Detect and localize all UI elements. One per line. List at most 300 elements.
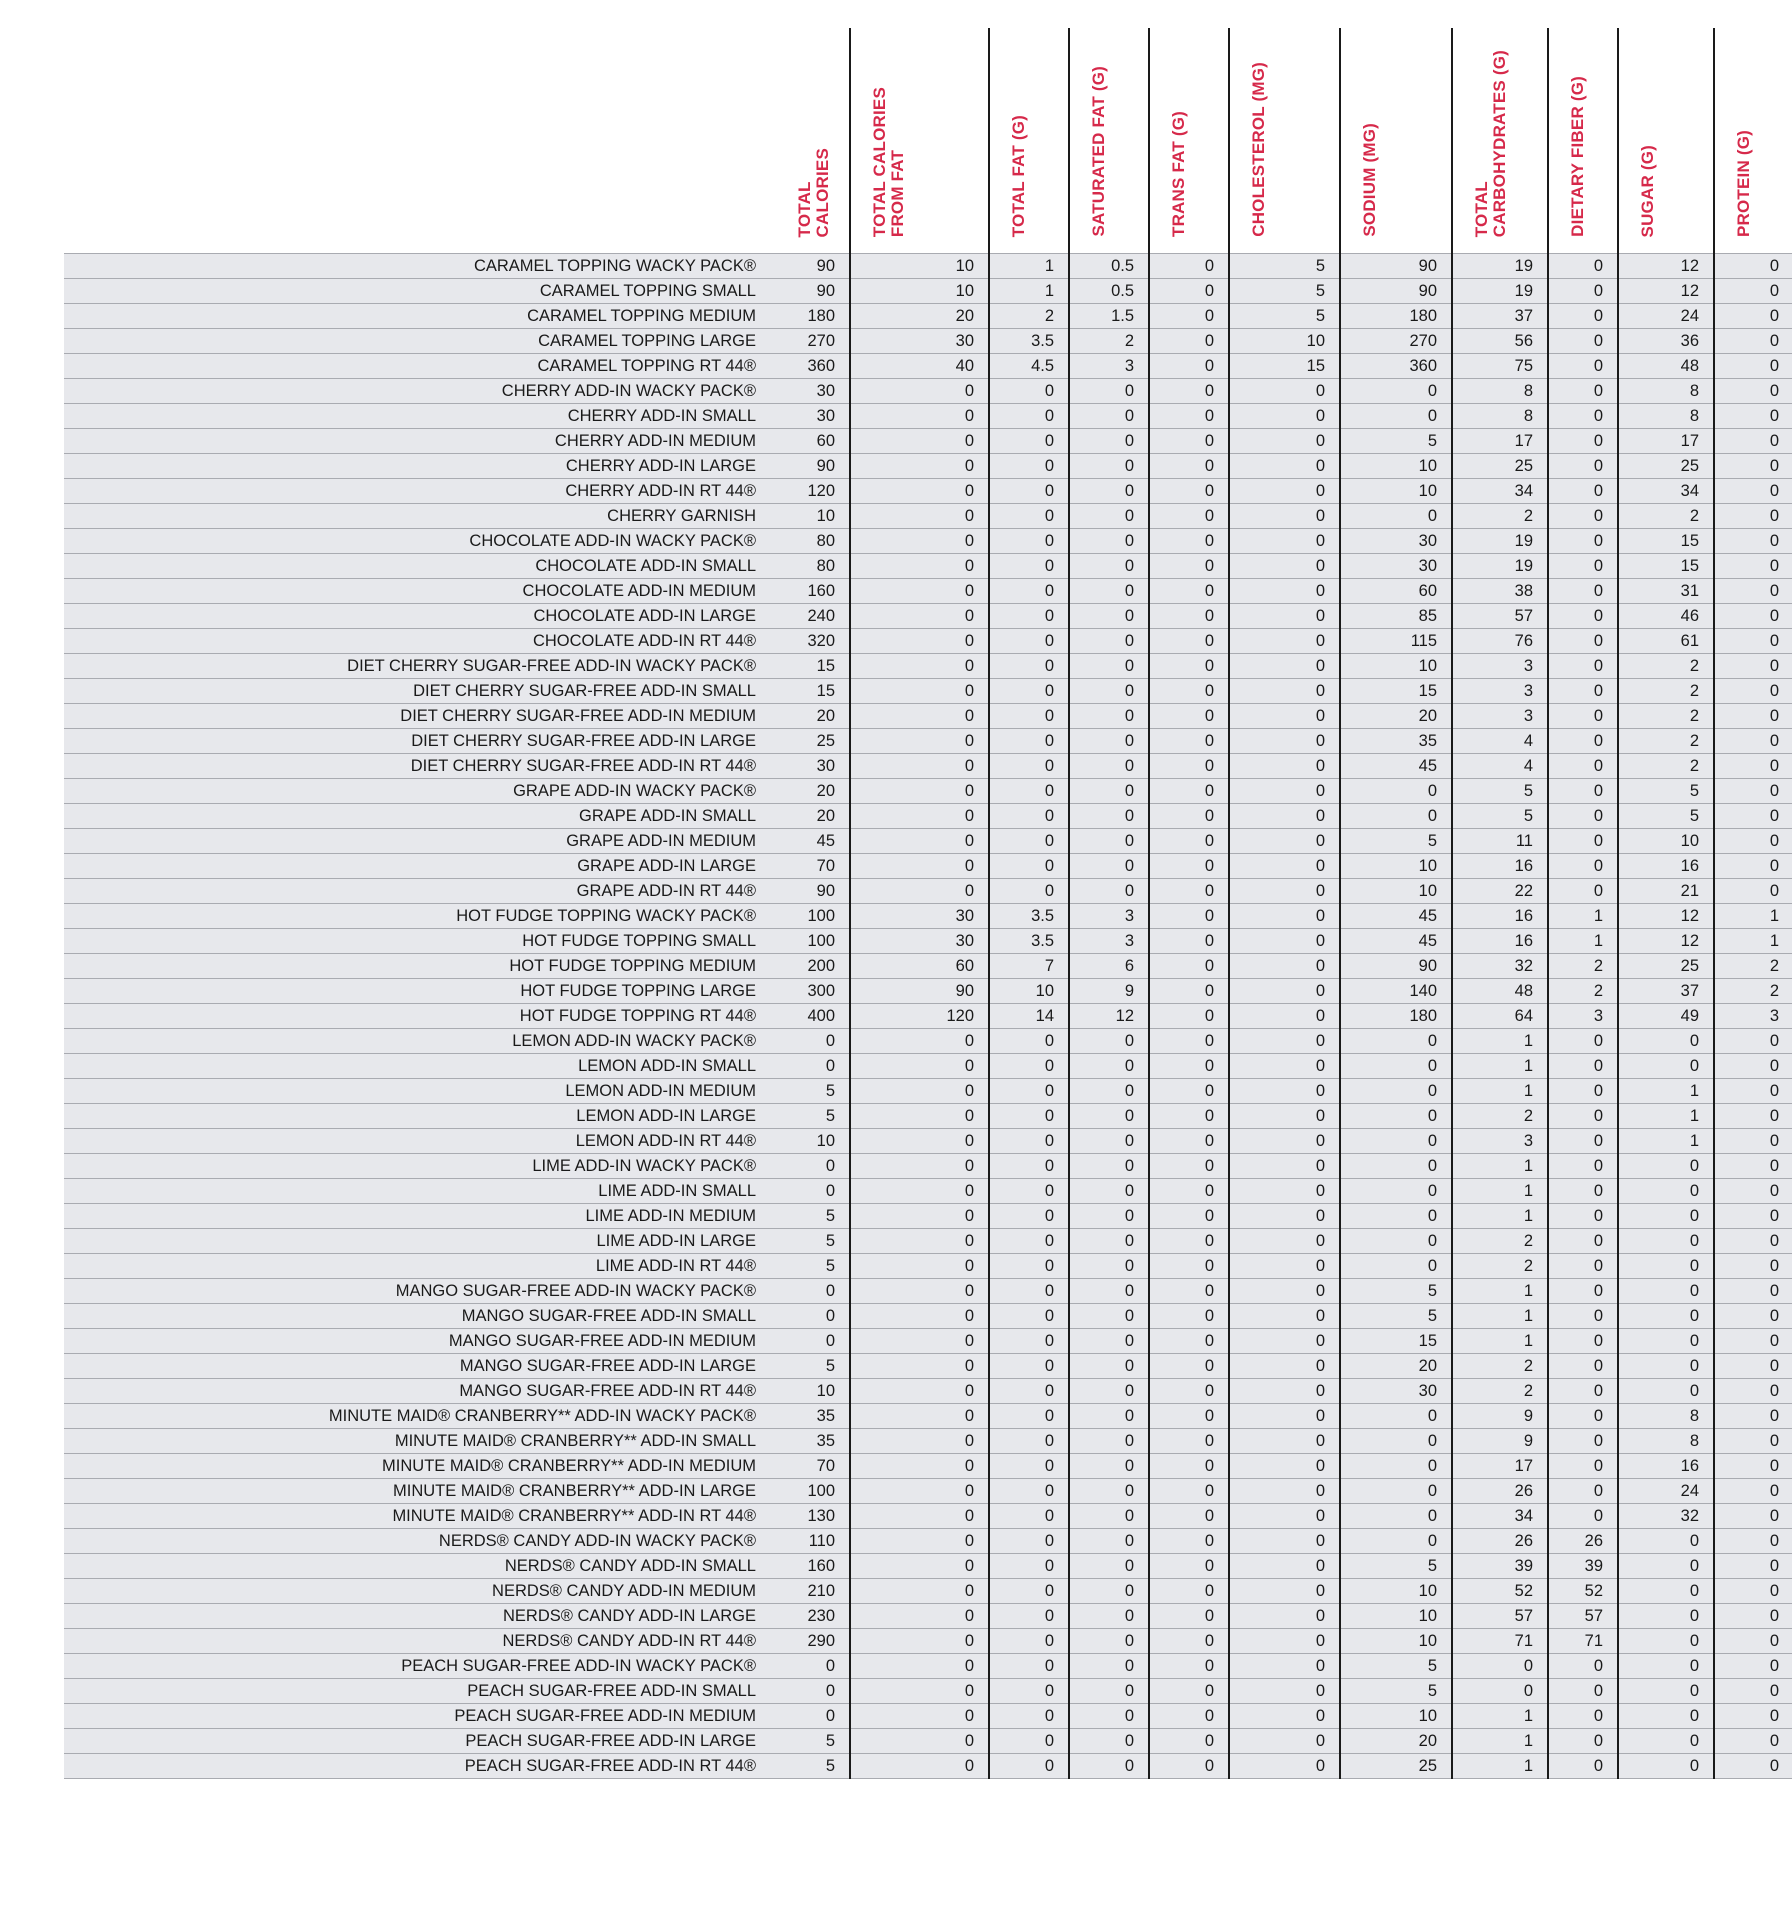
value-cell: 1: [1452, 1329, 1548, 1354]
value-cell: 1: [1452, 1079, 1548, 1104]
value-cell: 34: [1452, 1504, 1548, 1529]
value-cell: 3: [1069, 929, 1149, 954]
item-name-cell: MANGO SUGAR-FREE ADD-IN WACKY PACK®: [64, 1279, 784, 1304]
value-cell: 0: [1229, 1704, 1340, 1729]
value-cell: 0: [1229, 1104, 1340, 1129]
value-cell: 0: [1618, 1754, 1714, 1779]
value-cell: 0: [850, 754, 989, 779]
table-row: [64, 954, 1792, 979]
value-cell: 0: [1340, 1129, 1452, 1154]
value-cell: 0: [1714, 279, 1792, 304]
value-cell: 0: [1149, 1279, 1229, 1304]
value-cell: 0: [1149, 704, 1229, 729]
item-name-cell: MANGO SUGAR-FREE ADD-IN RT 44®: [64, 1379, 784, 1404]
item-name-cell: CARAMEL TOPPING RT 44®: [64, 354, 784, 379]
value-cell: 5: [784, 1229, 850, 1254]
value-cell: 0: [1548, 1679, 1618, 1704]
value-cell: 0: [850, 879, 989, 904]
value-cell: 0: [989, 429, 1069, 454]
value-cell: 10: [1618, 829, 1714, 854]
value-cell: 0: [850, 1079, 989, 1104]
value-cell: 26: [1548, 1529, 1618, 1554]
value-cell: 0: [1618, 1729, 1714, 1754]
value-cell: 0: [1149, 1354, 1229, 1379]
value-cell: 0: [1069, 1354, 1149, 1379]
value-cell: 0: [1548, 854, 1618, 879]
value-cell: 0: [1229, 1029, 1340, 1054]
value-cell: 8: [1618, 1429, 1714, 1454]
value-cell: 0: [1149, 554, 1229, 579]
value-cell: 0: [1069, 479, 1149, 504]
value-cell: 0: [1069, 1754, 1149, 1779]
value-cell: 1: [1452, 1754, 1548, 1779]
value-cell: 0: [1149, 954, 1229, 979]
value-cell: 0: [1149, 329, 1229, 354]
value-cell: 0: [989, 1704, 1069, 1729]
value-cell: 5: [784, 1204, 850, 1229]
value-cell: 0: [1229, 779, 1340, 804]
value-cell: 1: [1452, 1204, 1548, 1229]
table-row: [64, 1679, 1792, 1704]
value-cell: 0: [1229, 1254, 1340, 1279]
value-cell: 0: [1069, 1529, 1149, 1554]
value-cell: 0: [1229, 1654, 1340, 1679]
value-cell: 32: [1618, 1504, 1714, 1529]
value-cell: 0: [989, 1679, 1069, 1704]
value-cell: 12: [1618, 904, 1714, 929]
value-cell: 90: [1340, 254, 1452, 279]
value-cell: 0: [1714, 1404, 1792, 1429]
value-cell: 0: [850, 379, 989, 404]
value-cell: 0: [1714, 704, 1792, 729]
value-cell: 0: [850, 1229, 989, 1254]
value-cell: 0: [1069, 1504, 1149, 1529]
value-cell: 0: [850, 554, 989, 579]
value-cell: 10: [850, 279, 989, 304]
value-cell: 0: [989, 1079, 1069, 1104]
value-cell: 0: [989, 1354, 1069, 1379]
value-cell: 10: [784, 1129, 850, 1154]
value-cell: 0: [989, 1279, 1069, 1304]
value-cell: 0: [1149, 1179, 1229, 1204]
value-cell: 0: [1548, 704, 1618, 729]
value-cell: 0: [850, 1154, 989, 1179]
value-cell: 0: [850, 654, 989, 679]
value-cell: 4.5: [989, 354, 1069, 379]
value-cell: 0: [1229, 1354, 1340, 1379]
value-cell: 0: [1229, 1679, 1340, 1704]
value-cell: 5: [784, 1754, 850, 1779]
value-cell: 0: [1714, 1754, 1792, 1779]
item-name-cell: LEMON ADD-IN WACKY PACK®: [64, 1029, 784, 1054]
value-cell: 0: [1714, 604, 1792, 629]
value-cell: 3: [1452, 654, 1548, 679]
value-cell: 0: [850, 629, 989, 654]
value-cell: 0: [1340, 1154, 1452, 1179]
value-cell: 0: [1714, 1604, 1792, 1629]
value-cell: 0: [850, 1379, 989, 1404]
value-cell: 3.5: [989, 329, 1069, 354]
item-name-cell: LEMON ADD-IN MEDIUM: [64, 1079, 784, 1104]
value-cell: 20: [784, 779, 850, 804]
value-cell: 5: [1229, 254, 1340, 279]
value-cell: 16: [1452, 929, 1548, 954]
item-name-cell: GRAPE ADD-IN RT 44®: [64, 879, 784, 904]
value-cell: 0: [1149, 304, 1229, 329]
value-cell: 0: [1340, 379, 1452, 404]
value-cell: 0: [1229, 629, 1340, 654]
value-cell: 40: [850, 354, 989, 379]
value-cell: 2: [1452, 1104, 1548, 1129]
value-cell: 0: [1618, 1379, 1714, 1404]
value-cell: 2: [1618, 504, 1714, 529]
value-cell: 400: [784, 1004, 850, 1029]
value-cell: 0: [989, 1179, 1069, 1204]
value-cell: 0: [850, 829, 989, 854]
value-cell: 0: [989, 754, 1069, 779]
value-cell: 100: [784, 929, 850, 954]
value-cell: 270: [784, 329, 850, 354]
value-cell: 1.5: [1069, 304, 1149, 329]
value-cell: 49: [1618, 1004, 1714, 1029]
item-name-cell: CHOCOLATE ADD-IN MEDIUM: [64, 579, 784, 604]
value-cell: 2: [1452, 1379, 1548, 1404]
value-cell: 0: [1149, 1454, 1229, 1479]
value-cell: 0: [850, 429, 989, 454]
value-cell: 0: [1618, 1654, 1714, 1679]
value-cell: 0: [1618, 1554, 1714, 1579]
value-cell: 16: [1618, 854, 1714, 879]
value-cell: 180: [1340, 304, 1452, 329]
value-cell: 0: [1548, 1504, 1618, 1529]
value-cell: 10: [1340, 1604, 1452, 1629]
value-cell: 0: [1229, 704, 1340, 729]
item-name-cell: PEACH SUGAR-FREE ADD-IN MEDIUM: [64, 1704, 784, 1729]
value-cell: 0: [1714, 1679, 1792, 1704]
value-cell: 0: [1618, 1679, 1714, 1704]
value-cell: 3.5: [989, 904, 1069, 929]
value-cell: 0: [850, 1504, 989, 1529]
value-cell: 30: [1340, 529, 1452, 554]
table-row: [64, 979, 1792, 1004]
value-cell: 0: [1548, 354, 1618, 379]
value-cell: 1: [989, 254, 1069, 279]
value-cell: 5: [1229, 304, 1340, 329]
value-cell: 1: [1618, 1079, 1714, 1104]
value-cell: 12: [1069, 1004, 1149, 1029]
value-cell: 0: [1548, 754, 1618, 779]
value-cell: 0: [1618, 1354, 1714, 1379]
value-cell: 0: [1149, 1754, 1229, 1779]
value-cell: 15: [784, 679, 850, 704]
table-row: [64, 1529, 1792, 1554]
value-cell: 0: [1714, 1279, 1792, 1304]
value-cell: 0: [989, 379, 1069, 404]
value-cell: 0: [1229, 479, 1340, 504]
value-cell: 0: [1548, 1754, 1618, 1779]
value-cell: 0: [1452, 1679, 1548, 1704]
value-cell: 0: [1149, 1729, 1229, 1754]
value-cell: 2: [1452, 1354, 1548, 1379]
value-cell: 0: [1149, 1629, 1229, 1654]
value-cell: 0: [1229, 829, 1340, 854]
value-cell: 0: [850, 1254, 989, 1279]
value-cell: 0: [1714, 1504, 1792, 1529]
value-cell: 0: [1548, 829, 1618, 854]
value-cell: 5: [1340, 1304, 1452, 1329]
table-row: [64, 1454, 1792, 1479]
column-header-label: TOTAL CARBOHYDRATES (G): [1472, 49, 1509, 237]
value-cell: 0: [1149, 1604, 1229, 1629]
value-cell: 0: [1229, 1754, 1340, 1779]
value-cell: 0: [1069, 1179, 1149, 1204]
item-name-cell: MANGO SUGAR-FREE ADD-IN MEDIUM: [64, 1329, 784, 1354]
item-name-cell: MINUTE MAID® CRANBERRY** ADD-IN WACKY PACK®: [64, 1404, 784, 1429]
value-cell: 24: [1618, 1479, 1714, 1504]
value-cell: 5: [1618, 804, 1714, 829]
table-row: [64, 854, 1792, 879]
column-header: [1149, 28, 1229, 254]
value-cell: 0: [1714, 1729, 1792, 1754]
value-cell: 0: [1149, 1304, 1229, 1329]
table-row: [64, 1254, 1792, 1279]
value-cell: 0: [784, 1704, 850, 1729]
value-cell: 0: [850, 529, 989, 554]
value-cell: 0: [1229, 1204, 1340, 1229]
value-cell: 8: [1618, 379, 1714, 404]
value-cell: 25: [784, 729, 850, 754]
value-cell: 0: [1452, 1654, 1548, 1679]
value-cell: 45: [1340, 754, 1452, 779]
value-cell: 0: [1340, 504, 1452, 529]
table-row: [64, 729, 1792, 754]
column-header: [1452, 28, 1548, 254]
item-name-cell: CHERRY ADD-IN MEDIUM: [64, 429, 784, 454]
value-cell: 0: [850, 1329, 989, 1354]
value-cell: 0: [1069, 779, 1149, 804]
value-cell: 26: [1452, 1479, 1548, 1504]
value-cell: 0: [1548, 604, 1618, 629]
table-row: [64, 404, 1792, 429]
value-cell: 0: [1229, 529, 1340, 554]
value-cell: 0: [1229, 429, 1340, 454]
value-cell: 0: [1149, 579, 1229, 604]
value-cell: 5: [1618, 779, 1714, 804]
value-cell: 0: [1618, 1629, 1714, 1654]
value-cell: 0: [850, 604, 989, 629]
item-name-cell: LEMON ADD-IN LARGE: [64, 1104, 784, 1129]
value-cell: 0: [1714, 1554, 1792, 1579]
value-cell: 31: [1618, 579, 1714, 604]
value-cell: 160: [784, 579, 850, 604]
value-cell: 0: [1340, 404, 1452, 429]
value-cell: 0: [1714, 654, 1792, 679]
value-cell: 0: [1618, 1204, 1714, 1229]
item-name-cell: CHERRY ADD-IN WACKY PACK®: [64, 379, 784, 404]
value-cell: 90: [784, 279, 850, 304]
value-cell: 0: [850, 1604, 989, 1629]
value-cell: 0: [1149, 779, 1229, 804]
value-cell: 0: [1714, 479, 1792, 504]
value-cell: 1: [1452, 1304, 1548, 1329]
column-header: [850, 28, 989, 254]
item-name-cell: CHERRY ADD-IN RT 44®: [64, 479, 784, 504]
value-cell: 0: [1548, 1479, 1618, 1504]
value-cell: 0: [1548, 379, 1618, 404]
value-cell: 300: [784, 979, 850, 1004]
item-name-cell: CHOCOLATE ADD-IN SMALL: [64, 554, 784, 579]
table-row: [64, 629, 1792, 654]
value-cell: 10: [784, 504, 850, 529]
value-cell: 85: [1340, 604, 1452, 629]
value-cell: 0: [1149, 1079, 1229, 1104]
item-name-cell: CHOCOLATE ADD-IN LARGE: [64, 604, 784, 629]
value-cell: 0: [1149, 1129, 1229, 1154]
value-cell: 0: [1149, 1054, 1229, 1079]
value-cell: 80: [784, 554, 850, 579]
value-cell: 0: [1618, 1279, 1714, 1304]
value-cell: 0: [1149, 654, 1229, 679]
value-cell: 5: [1452, 804, 1548, 829]
value-cell: 0: [1618, 1179, 1714, 1204]
value-cell: 0: [1548, 254, 1618, 279]
value-cell: 0: [1548, 729, 1618, 754]
value-cell: 230: [784, 1604, 850, 1629]
value-cell: 0: [1548, 654, 1618, 679]
value-cell: 0: [1229, 1154, 1340, 1179]
value-cell: 0: [1714, 1254, 1792, 1279]
value-cell: 2: [1548, 979, 1618, 1004]
value-cell: 0: [1149, 504, 1229, 529]
value-cell: 0: [1714, 579, 1792, 604]
value-cell: 0: [1340, 1229, 1452, 1254]
value-cell: 270: [1340, 329, 1452, 354]
value-cell: 1: [989, 279, 1069, 304]
table-row: [64, 679, 1792, 704]
value-cell: 0: [1149, 1154, 1229, 1179]
value-cell: 0: [1149, 754, 1229, 779]
value-cell: 0: [850, 1554, 989, 1579]
item-name-cell: CHERRY ADD-IN SMALL: [64, 404, 784, 429]
table-row: [64, 1604, 1792, 1629]
value-cell: 0: [1069, 679, 1149, 704]
value-cell: 0: [989, 879, 1069, 904]
table-row: [64, 1429, 1792, 1454]
value-cell: 100: [784, 1479, 850, 1504]
item-name-cell: NERDS® CANDY ADD-IN LARGE: [64, 1604, 784, 1629]
value-cell: 0: [850, 1204, 989, 1229]
value-cell: 0: [989, 1129, 1069, 1154]
value-cell: 2: [1618, 754, 1714, 779]
value-cell: 0: [1714, 1354, 1792, 1379]
value-cell: 0: [784, 1329, 850, 1354]
value-cell: 5: [1340, 1679, 1452, 1704]
value-cell: 0: [1548, 1179, 1618, 1204]
column-header: [1229, 28, 1340, 254]
value-cell: 0: [1340, 804, 1452, 829]
item-name-cell: PEACH SUGAR-FREE ADD-IN RT 44®: [64, 1754, 784, 1779]
item-name-cell: DIET CHERRY SUGAR-FREE ADD-IN SMALL: [64, 679, 784, 704]
value-cell: 0: [1340, 1079, 1452, 1104]
value-cell: 0: [850, 1529, 989, 1554]
value-cell: 0: [1149, 254, 1229, 279]
value-cell: 5: [784, 1354, 850, 1379]
value-cell: 0: [1149, 1579, 1229, 1604]
value-cell: 7: [989, 954, 1069, 979]
value-cell: 0: [1069, 1604, 1149, 1629]
value-cell: 80: [784, 529, 850, 554]
value-cell: 0: [784, 1679, 850, 1704]
value-cell: 0: [1069, 1404, 1149, 1429]
value-cell: 48: [1452, 979, 1548, 1004]
value-cell: 0: [1069, 1379, 1149, 1404]
value-cell: 0: [1714, 304, 1792, 329]
value-cell: 0: [1548, 1354, 1618, 1379]
value-cell: 0: [989, 1604, 1069, 1629]
value-cell: 100: [784, 904, 850, 929]
column-header-label: SUGAR (G): [1638, 144, 1657, 237]
value-cell: 5: [1340, 429, 1452, 454]
value-cell: 5: [784, 1254, 850, 1279]
value-cell: 0: [1069, 1679, 1149, 1704]
value-cell: 1: [1452, 1054, 1548, 1079]
value-cell: 20: [784, 704, 850, 729]
value-cell: 0: [1229, 1054, 1340, 1079]
table-row: [64, 1479, 1792, 1504]
value-cell: 0: [1069, 1454, 1149, 1479]
column-header: [784, 28, 850, 254]
value-cell: 0: [989, 1729, 1069, 1754]
value-cell: 0: [1714, 379, 1792, 404]
value-cell: 0: [1229, 1379, 1340, 1404]
value-cell: 0: [989, 804, 1069, 829]
item-name-cell: CHERRY GARNISH: [64, 504, 784, 529]
value-cell: 0: [1714, 329, 1792, 354]
column-header-label: SATURATED FAT (G): [1089, 66, 1108, 237]
value-cell: 0: [1069, 729, 1149, 754]
value-cell: 0: [1714, 754, 1792, 779]
value-cell: 64: [1452, 1004, 1548, 1029]
value-cell: 0: [1714, 779, 1792, 804]
value-cell: 0: [989, 1454, 1069, 1479]
value-cell: 0: [1229, 1329, 1340, 1354]
value-cell: 0: [1149, 1504, 1229, 1529]
value-cell: 0: [1618, 1704, 1714, 1729]
value-cell: 2: [1452, 504, 1548, 529]
value-cell: 10: [1340, 1704, 1452, 1729]
value-cell: 0: [1714, 1329, 1792, 1354]
value-cell: 1: [1452, 1729, 1548, 1754]
item-name-cell: CHERRY ADD-IN LARGE: [64, 454, 784, 479]
value-cell: 0: [1149, 729, 1229, 754]
value-cell: 0: [1069, 579, 1149, 604]
value-cell: 0: [989, 1329, 1069, 1354]
value-cell: 14: [989, 1004, 1069, 1029]
value-cell: 10: [1340, 454, 1452, 479]
value-cell: 0: [1149, 1204, 1229, 1229]
value-cell: 0: [850, 1129, 989, 1154]
value-cell: 0: [1069, 1304, 1149, 1329]
value-cell: 12: [1618, 279, 1714, 304]
value-cell: 0: [850, 454, 989, 479]
value-cell: 3: [1452, 704, 1548, 729]
value-cell: 0: [989, 1754, 1069, 1779]
item-name-cell: LEMON ADD-IN RT 44®: [64, 1129, 784, 1154]
value-cell: 76: [1452, 629, 1548, 654]
value-cell: 3: [1452, 1129, 1548, 1154]
value-cell: 0: [1548, 1204, 1618, 1229]
table-row: [64, 304, 1792, 329]
